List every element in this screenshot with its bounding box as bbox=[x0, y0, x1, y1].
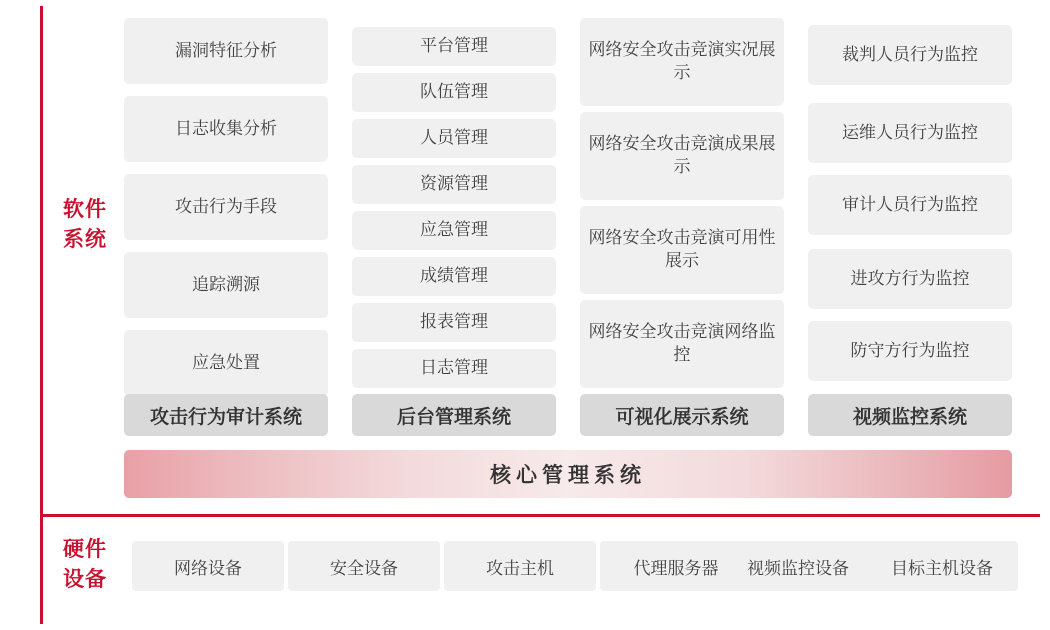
module-box[interactable]: 追踪溯源 bbox=[124, 252, 328, 318]
module-box[interactable]: 报表管理 bbox=[352, 303, 556, 342]
system-title-box[interactable]: 后台管理系统 bbox=[352, 394, 556, 436]
section-divider-rail bbox=[40, 514, 1040, 517]
hardware-section-label bbox=[50, 535, 120, 595]
system-title-box[interactable]: 攻击行为审计系统 bbox=[124, 394, 328, 436]
module-box[interactable]: 日志管理 bbox=[352, 349, 556, 388]
system-title-box[interactable]: 视频监控系统 bbox=[808, 394, 1012, 436]
module-box[interactable]: 运维人员行为监控 bbox=[808, 103, 1012, 163]
software-section-label bbox=[50, 195, 120, 255]
hardware-box[interactable]: 安全设备 bbox=[288, 541, 440, 591]
module-box[interactable]: 漏洞特征分析 bbox=[124, 18, 328, 84]
software-label-line1: 软件 bbox=[63, 198, 107, 221]
hardware-box[interactable]: 目标主机设备 bbox=[866, 541, 1018, 591]
module-box[interactable]: 审计人员行为监控 bbox=[808, 175, 1012, 235]
hardware-box[interactable]: 网络设备 bbox=[132, 541, 284, 591]
hardware-label-line2: 设备 bbox=[63, 568, 107, 591]
module-box[interactable]: 平台管理 bbox=[352, 27, 556, 66]
software-section-rail bbox=[40, 6, 43, 516]
module-box[interactable]: 攻击行为手段 bbox=[124, 174, 328, 240]
module-box[interactable]: 日志收集分析 bbox=[124, 96, 328, 162]
hardware-section-rail bbox=[40, 514, 43, 624]
module-box[interactable]: 人员管理 bbox=[352, 119, 556, 158]
hardware-box[interactable]: 攻击主机 bbox=[444, 541, 596, 591]
software-label-line2: 系统 bbox=[63, 228, 107, 251]
core-management-system-bar[interactable]: 核心管理系统 bbox=[124, 450, 1012, 498]
hardware-box[interactable]: 代理服务器 bbox=[600, 541, 752, 591]
module-box[interactable]: 进攻方行为监控 bbox=[808, 249, 1012, 309]
hardware-box[interactable]: 视频监控设备 bbox=[722, 541, 874, 591]
module-box[interactable]: 网络安全攻击竞演成果展示 bbox=[580, 112, 784, 200]
module-box[interactable]: 应急处置 bbox=[124, 330, 328, 396]
module-box[interactable]: 资源管理 bbox=[352, 165, 556, 204]
module-box[interactable]: 防守方行为监控 bbox=[808, 321, 1012, 381]
hardware-label-line1: 硬件 bbox=[63, 538, 107, 561]
module-box[interactable]: 裁判人员行为监控 bbox=[808, 25, 1012, 85]
module-box[interactable]: 成绩管理 bbox=[352, 257, 556, 296]
module-box[interactable]: 网络安全攻击竞演可用性展示 bbox=[580, 206, 784, 294]
module-box[interactable]: 网络安全攻击竞演网络监控 bbox=[580, 300, 784, 388]
system-title-box[interactable]: 可视化展示系统 bbox=[580, 394, 784, 436]
module-box[interactable]: 应急管理 bbox=[352, 211, 556, 250]
module-box[interactable]: 队伍管理 bbox=[352, 73, 556, 112]
module-box[interactable]: 网络安全攻击竞演实况展示 bbox=[580, 18, 784, 106]
